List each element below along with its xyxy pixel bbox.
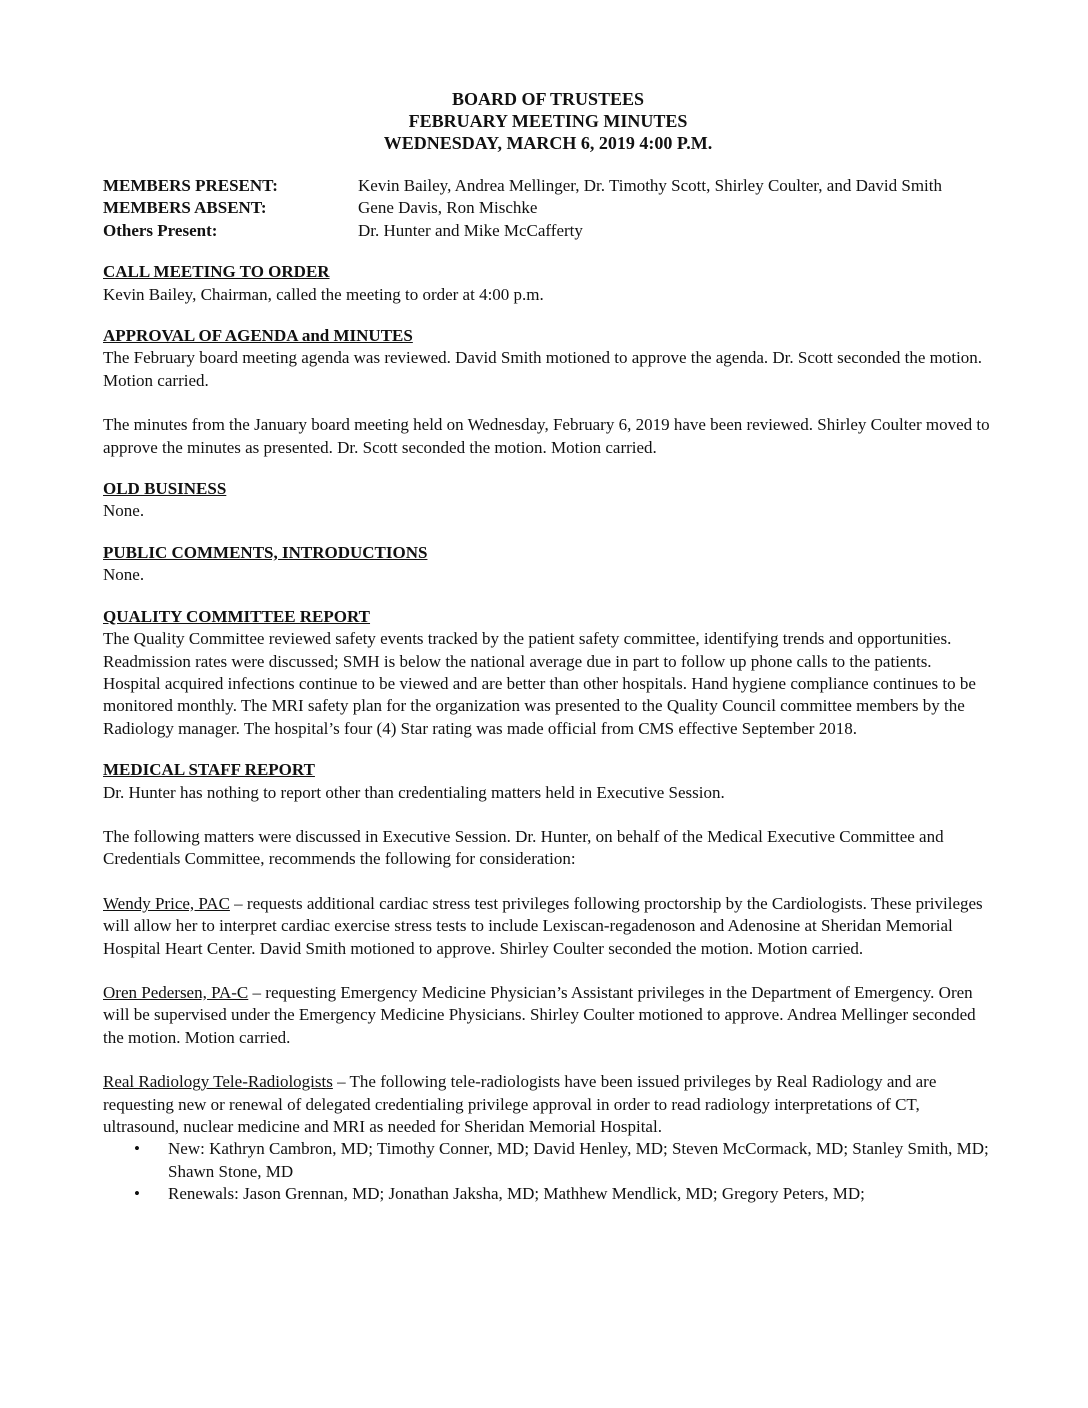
list-item-new — [134, 1138, 993, 1183]
approval-heading: APPROVAL OF AGENDA and MINUTES — [103, 326, 413, 346]
radiologist-list — [103, 1138, 993, 1205]
attendance-block — [103, 175, 993, 242]
section-medical-staff — [103, 759, 993, 1206]
others-present-label: Others Present: — [103, 220, 218, 240]
medical-staff-paragraph-2: The following matters were discussed in Executive Session. Dr. Hunter, on behalf of the Medical Executive Committee and Credentials Committee, recommends the following for consideration: — [103, 826, 944, 869]
wendy-price-text: – requests additional cardiac stress test privileges following proctorship by the Cardiologists. These privileges will allow her to interpret cardiac exercise stress tests to include Lexiscan-regadenoson and Adenosine at Sheridan Memorial Hospital Heart Center. David Smith motioned to approve. Shirley Coulter seconded the motion. Motion carried. — [103, 893, 983, 958]
quality-text: The Quality Committee reviewed safety events tracked by the patient safety committee, identifying trends and opportunities. Readmission rates were discussed; SMH is below the national average due in part to follow up phone calls to the patients. Hospital acquired infections continue to be viewed and are better than other hospitals. Hand hygiene compliance continues to be monitored monthly. The MRI safety plan for the organization was presented to the Quality Council committee members by the Radiology manager. The hospital’s four (4) Star rating was made official from CMS effective September 2018. — [103, 629, 976, 738]
bullet-icon: • — [134, 1184, 140, 1204]
oren-pedersen-name: Oren Pedersen, PA-C — [103, 982, 249, 1002]
section-public-comments — [103, 542, 993, 587]
document-title — [103, 88, 993, 154]
list-item-new-text: New: Kathryn Cambron, MD; Timothy Conner, MD; David Henley, MD; Steven McCormack, MD; Stanley Smith, MD; Shawn Stone, MD — [168, 1139, 989, 1181]
oren-pedersen-text: – requesting Emergency Medicine Physician’s Assistant privileges in the Department of Emergency. Oren will be supervised under the Emergency Medicine Physicians. Shirley Coulter motioned to approve. Andrea Mellinger seconded the motion. Motion carried. — [103, 982, 976, 1047]
approval-agenda-paragraph: The February board meeting agenda was reviewed. David Smith motioned to approve the agenda. Dr. Scott seconded the motion. Motion carried. — [103, 348, 983, 390]
approval-minutes-paragraph: The minutes from the January board meeting held on Wednesday, February 6, 2019 have been reviewed. Shirley Coulter moved to approve the minutes as presented. Dr. Scott seconded the motion. Motion carried. — [103, 415, 990, 457]
members-present-row — [103, 175, 993, 197]
section-quality-committee — [103, 606, 993, 740]
members-present-value: Kevin Bailey, Andrea Mellinger, Dr. Timothy Scott, Shirley Coulter, and David Smith — [358, 176, 942, 195]
members-present-label: MEMBERS PRESENT: — [103, 176, 278, 195]
call-to-order-heading: CALL MEETING TO ORDER — [103, 262, 330, 282]
members-absent-value: Gene Davis, Ron Mischke — [358, 198, 538, 218]
members-absent-row — [103, 197, 993, 219]
old-business-text: None. — [103, 501, 145, 521]
oren-pedersen-paragraph — [103, 982, 993, 1049]
title-line-2: FEBRUARY MEETING MINUTES — [408, 111, 688, 131]
old-business-heading: OLD BUSINESS — [103, 479, 227, 499]
public-comments-text: None. — [103, 565, 145, 585]
public-comments-heading: PUBLIC COMMENTS, INTRODUCTIONS — [103, 542, 428, 562]
title-line-3: WEDNESDAY, MARCH 6, 2019 4:00 P.M. — [383, 133, 713, 153]
minutes-page — [103, 88, 993, 1206]
wendy-price-name: Wendy Price, PAC — [103, 893, 230, 913]
bullet-icon: • — [134, 1139, 140, 1159]
section-old-business — [103, 478, 993, 523]
section-approval — [103, 325, 993, 459]
call-to-order-text: Kevin Bailey, Chairman, called the meeting to order at 4:00 p.m. — [103, 284, 544, 304]
quality-heading: QUALITY COMMITTEE REPORT — [103, 606, 371, 626]
real-radiology-name: Real Radiology Tele-Radiologists — [103, 1072, 333, 1092]
title-line-1: BOARD OF TRUSTEES — [451, 89, 645, 109]
medical-staff-heading: MEDICAL STAFF REPORT — [103, 760, 315, 780]
list-item-renewals-text: Renewals: Jason Grennan, MD; Jonathan Jaksha, MD; Mathhew Mendlick, MD; Gregory Peters, MD; — [168, 1184, 865, 1204]
others-present-value: Dr. Hunter and Mike McCafferty — [358, 220, 583, 240]
wendy-price-paragraph — [103, 893, 993, 960]
members-absent-label: MEMBERS ABSENT: — [103, 198, 267, 218]
list-item-renewals — [134, 1183, 993, 1205]
real-radiology-paragraph — [103, 1071, 993, 1138]
real-radiology-text: – The following tele-radiologists have been issued privileges by Real Radiology and are requesting new or renewal of delegated credentialing privilege approval in order to read radiology interpretations of CT, ultrasound, nuclear medicine and MRI as needed for Sheridan Memorial Hospital. — [103, 1072, 937, 1136]
section-call-to-order — [103, 261, 993, 306]
others-present-row — [103, 220, 993, 242]
medical-staff-paragraph-1: Dr. Hunter has nothing to report other than credentialing matters held in Executive Session. — [103, 782, 725, 802]
